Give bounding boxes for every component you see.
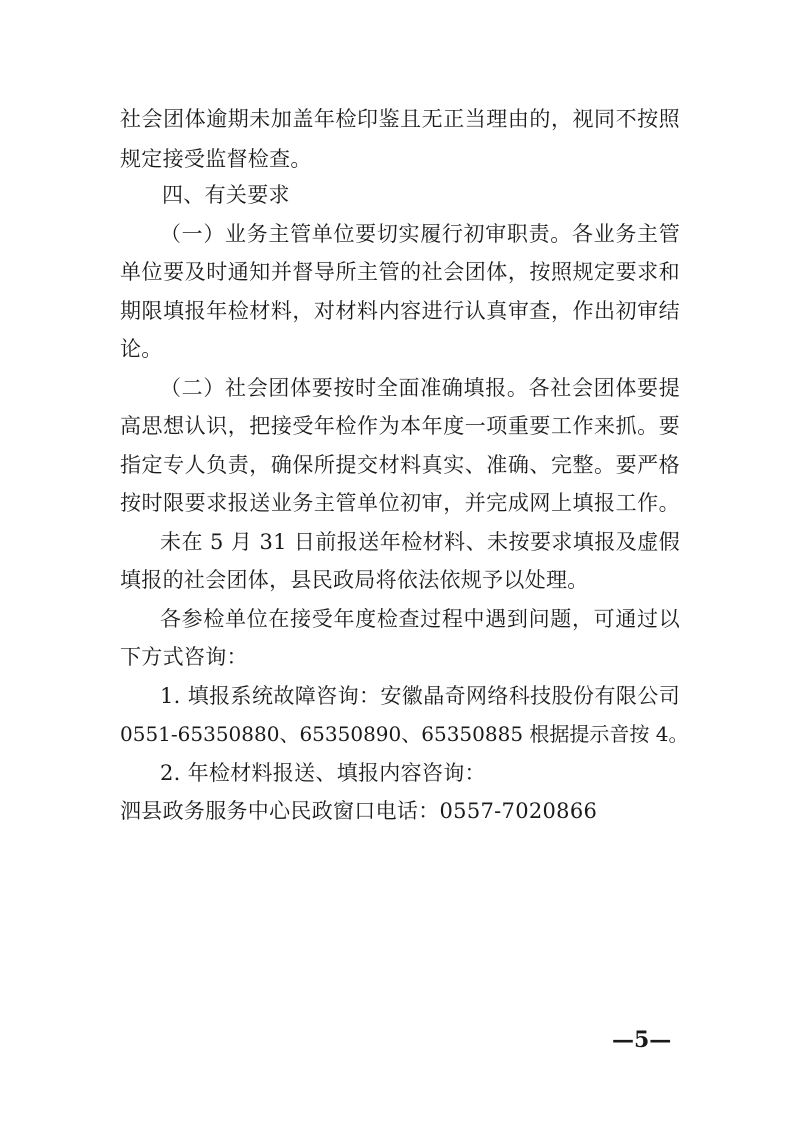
contact-item: 2. 年检材料报送、填报内容咨询： (160, 761, 486, 785)
paragraph-line: 规定接受监督检查。 (120, 147, 312, 171)
paragraph-line: 未在 5 月 31 日前报送年检材料、未按要求填报及虚假 (160, 530, 680, 554)
section-heading: 四、有关要求 (162, 183, 290, 207)
contact-item: 1. 填报系统故障咨询：安徽晶奇网络科技股份有限公司 (160, 684, 680, 708)
paragraph-line: 论。 (120, 337, 163, 361)
paragraph-line: 按时限要求报送业务主管单位初审，并完成网上填报工作。 (120, 491, 680, 515)
paragraph-line: 指定专人负责，确保所提交材料真实、准确、完整。要严格 (120, 453, 680, 477)
paragraph-line: 期限填报年检材料，对材料内容进行认真审查，作出初审结 (120, 299, 680, 323)
paragraph-line: 下方式咨询： (120, 645, 248, 669)
contact-phone-numbers: 0551-65350880、65350890、65350885 根据提示音按 4。 (120, 722, 689, 746)
paragraph-line: 填报的社会团体，县民政局将依法依规予以处理。 (120, 568, 589, 592)
paragraph-line: 单位要及时通知并督导所主管的社会团体，按照规定要求和 (120, 260, 680, 284)
page-number: —5— (612, 1027, 672, 1053)
paragraph-line: 各参检单位在接受年度检查过程中遇到问题，可通过以 (160, 607, 680, 631)
paragraph-line: （二）社会团体要按时全面准确填报。各社会团体要提 (160, 376, 680, 400)
paragraph-line: 社会团体逾期未加盖年检印鉴且无正当理由的，视同不按照 (120, 107, 680, 131)
paragraph-line: （一）业务主管单位要切实履行初审职责。各业务主管 (160, 222, 680, 246)
paragraph-line: 高思想认识，把接受年检作为本年度一项重要工作来抓。要 (120, 414, 680, 438)
contact-phone-numbers: 泗县政务服务中心民政窗口电话：0557-7020866 (120, 799, 598, 823)
